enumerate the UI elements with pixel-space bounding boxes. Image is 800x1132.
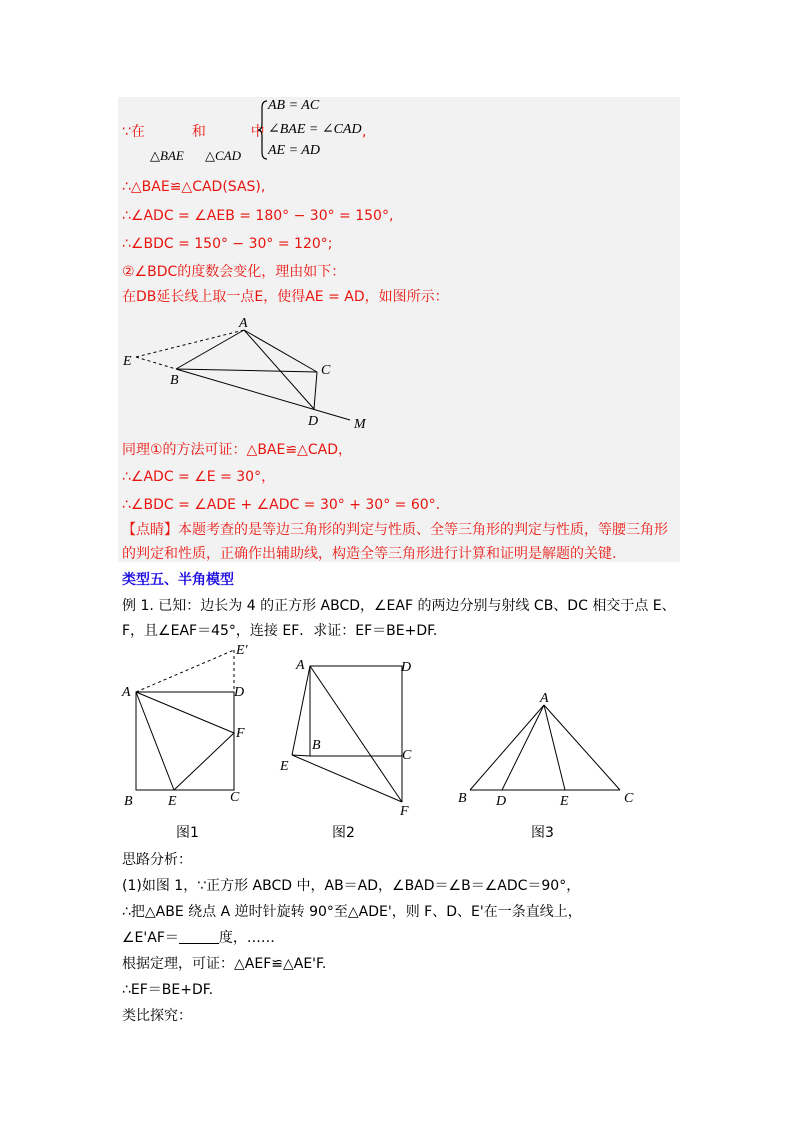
congruent-line: ∴△BAE≌△CAD(SAS), (122, 179, 266, 195)
system-eq-3: AE = AD (268, 143, 320, 158)
fig3-label-a: A (540, 691, 549, 706)
zhong-text: 中 (250, 124, 265, 140)
solution-figure (118, 312, 378, 437)
system-eq-2: ∠BAE = ∠CAD (268, 122, 362, 137)
fig1-label-e-prime: E' (236, 643, 248, 658)
fig1-seg-ae (136, 692, 174, 790)
answer-blank[interactable] (179, 929, 219, 944)
fig1-caption: 图1 (176, 825, 199, 841)
left-brace (258, 100, 268, 160)
fig3-seg-ac (544, 705, 620, 790)
fig2-label-d: D (401, 660, 412, 675)
fig1-label-f: F (236, 726, 245, 741)
angle-adc-line: ∴∠ADC = ∠AEB = 180° − 30° = 150°, (122, 208, 394, 224)
because-prefix: ∵在 (122, 124, 145, 140)
fig2-seg-ae (292, 666, 310, 755)
label-e: E (123, 354, 132, 369)
seg-ac (244, 330, 317, 372)
dashed-eb (136, 357, 176, 369)
angle-bdc-line: ∴∠BDC = 150° − 30° = 120°; (122, 236, 333, 252)
label-b: B (170, 373, 179, 388)
because-line (122, 122, 265, 142)
analysis-line-2: ∴把△ABE 绕点 A 逆时针旋转 90°至△ADE'，则 F、D、E'在一条直线上， (122, 904, 582, 920)
angle-label: ∠E'AF＝ (122, 930, 179, 946)
system-eq-1: AB = AC (268, 98, 320, 113)
fig2-seg-af (310, 666, 402, 802)
fig1-label-b: B (124, 794, 133, 809)
analysis-heading: 思路分析： (122, 852, 192, 868)
analysis-line-6: 类比探究： (122, 1008, 192, 1024)
fig3-seg-ab (470, 705, 544, 790)
section-title: 类型五、半角模型 (122, 572, 234, 588)
fig3-label-c: C (624, 791, 634, 806)
fig2-square (310, 666, 402, 756)
fig3-caption: 图3 (531, 825, 554, 841)
fig1-label-e: E (168, 794, 177, 809)
figure-2 (278, 652, 428, 822)
fig2-label-e: E (280, 759, 289, 774)
fig1-label-d: D (234, 685, 245, 700)
analysis-line-4: 根据定理，可证：△AEF≌△AE'F. (122, 956, 327, 972)
construct-line: 在DB延长线上取一点E，使得AE = AD，如图所示： (122, 289, 449, 305)
fig1-label-a: A (122, 685, 131, 700)
fig2-label-c: C (402, 748, 412, 763)
fig3-label-d: D (496, 794, 507, 809)
fig3-seg-ae (544, 705, 565, 790)
fig2-label-a: A (296, 658, 305, 673)
label-m: M (354, 417, 366, 432)
system-comma: , (362, 124, 367, 140)
dashed-ea (136, 330, 244, 357)
fig3-seg-ad (502, 705, 544, 790)
seg-cd (314, 372, 317, 409)
degree-text: 度，…… (218, 930, 275, 946)
he-text: 和 (191, 124, 206, 140)
figure-1 (118, 642, 258, 812)
same-method-line: 同理①的方法可证：△BAE≌△CAD， (122, 442, 352, 458)
seg-ba (176, 330, 244, 369)
part-two-line: ②∠BDC的度数会变化，理由如下： (122, 264, 346, 280)
triangle-bae: △BAE (150, 148, 184, 163)
label-d: D (308, 414, 319, 429)
example-line-2: F，且∠EAF＝45°，连接 EF．求证：EF＝BE+DF. (122, 623, 438, 639)
comment-line-2: 的判定和性质，正确作出辅助线，构造全等三角形进行计算和证明是解题的关键. (122, 546, 617, 562)
fig2-label-f: F (400, 804, 409, 819)
fig1-square (136, 692, 234, 790)
label-a: A (239, 316, 248, 331)
fig1-label-c: C (230, 790, 240, 805)
angle-bdc2-line: ∴∠BDC = ∠ADE + ∠ADC = 30° + 30° = 60°. (122, 497, 441, 513)
label-c: C (321, 363, 331, 378)
angle-adc2-line: ∴∠ADC = ∠E = 30°， (122, 469, 276, 485)
seg-bc (176, 369, 317, 372)
example-line-1: 例 1. 已知：边长为 4 的正方形 ABCD，∠EAF 的两边分别与射线 CB、DC 相交于点 E、 (122, 598, 676, 614)
fig1-seg-ef (174, 733, 234, 790)
seg-ad (244, 330, 314, 409)
fig1-seg-af (136, 692, 234, 733)
fig2-label-b: B (312, 738, 321, 753)
fig2-caption: 图2 (332, 825, 355, 841)
triangle-cad: △CAD (205, 148, 241, 163)
fig1-dashed-ae (136, 650, 234, 692)
fig3-label-e: E (560, 794, 569, 809)
comment-line-1: 【点睛】本题考查的是等边三角形的判定与性质、全等三角形的判定与性质，等腰三角形 (122, 522, 668, 538)
analysis-line-3 (122, 928, 275, 948)
analysis-line-5: ∴EF＝BE+DF. (122, 982, 214, 998)
fig3-label-b: B (458, 791, 467, 806)
figure-3 (450, 685, 650, 810)
analysis-line-1: (1)如图 1，∵正方形 ABCD 中，AB＝AD，∠BAD＝∠B＝∠ADC＝90°， (122, 878, 581, 894)
